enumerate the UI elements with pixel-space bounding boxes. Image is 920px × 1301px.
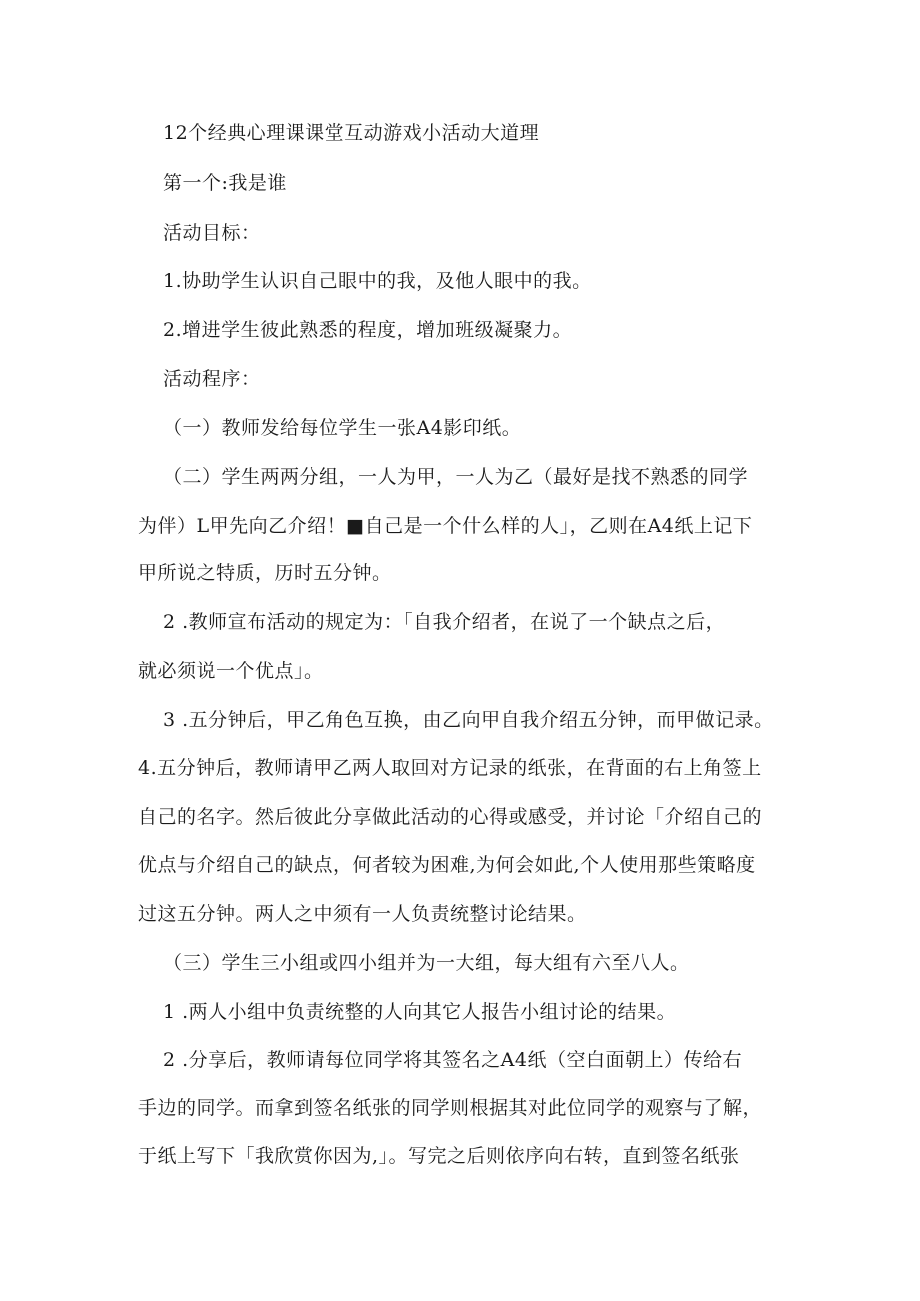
paragraph-line: 2 .教师宣布活动的规定为：「自我介绍者，在说了一个缺点之后， xyxy=(163,611,726,633)
paragraph-line: 自己的名字。然后彼此分享做此活动的心得或感受，并讨论「介绍自己的 xyxy=(138,806,763,828)
paragraph-line: （二）学生两两分组，一人为甲，一人为乙（最好是找不熟悉的同学 xyxy=(163,466,749,488)
paragraph-line: 优点与介绍自己的缺点，何者较为困难,为何会如此,个人使用那些策略度 xyxy=(138,854,756,876)
paragraph-line: 1 .两人小组中负责统整的人向其它人报告小组讨论的结果。 xyxy=(163,1001,677,1023)
paragraph-line: 手边的同学。而拿到签名纸张的同学则根据其对此位同学的观察与了解， xyxy=(138,1097,763,1119)
paragraph-line: 于纸上写下「我欣赏你因为,」。写完之后则依序向右转，直到签名纸张 xyxy=(138,1145,740,1167)
paragraph-line: 甲所说之特质，历时五分钟。 xyxy=(138,562,392,584)
paragraph-line: 1.协助学生认识自己眼中的我，及他人眼中的我。 xyxy=(163,270,592,292)
section-heading: 第一个:我是谁 xyxy=(163,172,287,194)
paragraph-line: 就必须说一个优点」。 xyxy=(138,660,324,682)
paragraph-line: 4.五分钟后，教师请甲乙两人取回对方记录的纸张，在背面的右上角签上 xyxy=(138,757,762,779)
subheading-goals: 活动目标： xyxy=(163,222,261,244)
document-title: 12个经典心理课课堂互动游戏小活动大道理 xyxy=(163,122,540,144)
subheading-procedure: 活动程序： xyxy=(163,368,261,390)
paragraph-line: 2 .分享后，教师请每位同学将其签名之A4纸（空白面朝上）传给右 xyxy=(163,1049,742,1071)
paragraph-line: 3 .五分钟后，甲乙角色互换，由乙向甲自我介绍五分钟，而甲做记录。 xyxy=(163,709,774,731)
paragraph-line: 过这五分钟。两人之中须有一人负责统整讨论结果。 xyxy=(138,903,587,925)
paragraph-line: （三）学生三小组或四小组并为一大组，每大组有六至八人。 xyxy=(163,952,690,974)
paragraph-line: （一）教师发给每位学生一张A4影印纸。 xyxy=(163,417,522,439)
paragraph-line: 2.增进学生彼此熟悉的程度，增加班级凝聚力。 xyxy=(163,319,573,341)
paragraph-line: 为伴）L甲先向乙介绍！■自己是一个什么样的人」，乙则在A4纸上记下 xyxy=(138,515,753,537)
